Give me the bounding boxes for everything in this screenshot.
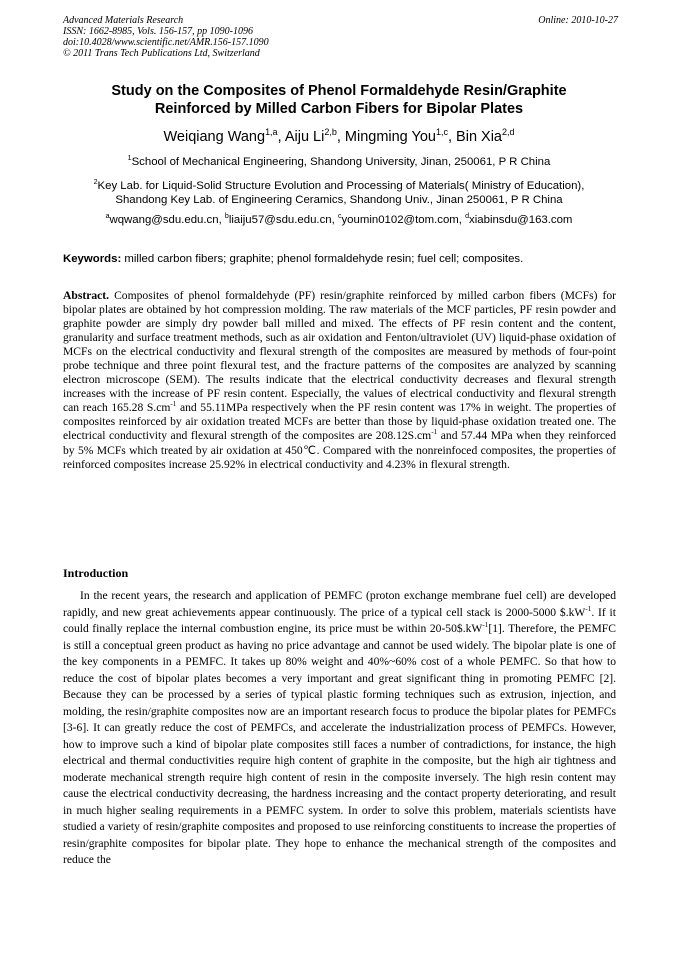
abstract-text: and 57.44 MPa when they reinforced by 5% MCFs which treated by air oxidation at 450℃. Compared with the nonreinfoced composites, the properties of reinforced composites increase 25.92% in electrical conductivity and 4.23% in flexural strength. bbox=[63, 429, 616, 471]
affiliation-mark: 2 bbox=[93, 179, 98, 187]
issn-line: ISSN: 1662-8985, Vols. 156-157, pp 1090-1096 bbox=[63, 26, 253, 37]
email-mark: b bbox=[224, 213, 229, 221]
unit-exponent: -1 bbox=[431, 428, 438, 437]
email-address[interactable]: wqwang@sdu.edu.cn bbox=[109, 214, 219, 226]
email-mark: d bbox=[465, 213, 470, 221]
title-line-2: Reinforced by Milled Carbon Fibers for Bipolar Plates bbox=[154, 101, 524, 117]
email-mark: a bbox=[105, 213, 110, 221]
section-heading-introduction: Introduction bbox=[63, 566, 129, 580]
author-separator: , bbox=[336, 129, 345, 145]
author-affiliation-mark: 1,a bbox=[265, 127, 278, 138]
affiliation-text: School of Mechanical Engineering, Shandong University, Jinan, 250061, P R China bbox=[131, 156, 551, 168]
introduction-paragraph bbox=[63, 588, 616, 869]
introduction-text: . If it could finally replace the internal combustion engine, its price must be within 20-50$.kW bbox=[63, 605, 616, 635]
abstract-text: and 55.11MPa respectively when the PF resin content was 17% in weight. The properties of composites reinforced by air oxidation treated MCFs are better than those by liquid-phase oxidation treated one. The electrical conductivity and flexural strength of the composites are 208.12S.cm bbox=[63, 401, 616, 443]
keywords-label: Keywords: bbox=[63, 253, 122, 265]
author-affiliation-mark: 1,c bbox=[435, 127, 448, 138]
affiliation-2 bbox=[60, 179, 618, 207]
author-affiliation-mark: 2,d bbox=[502, 127, 515, 138]
author-name: Aiju Li bbox=[284, 129, 325, 145]
unit-exponent: -1 bbox=[482, 621, 489, 630]
email-mark: c bbox=[337, 213, 342, 221]
affiliation-text: Shandong Key Lab. of Engineering Ceramics, Shandong Univ., Jinan 250061, P R China bbox=[115, 194, 563, 206]
keywords-text: milled carbon fibers; graphite; phenol formaldehyde resin; fuel cell; composites. bbox=[121, 253, 524, 265]
unit-exponent: -1 bbox=[170, 400, 177, 409]
paper-title bbox=[63, 82, 615, 118]
online-date: Online: 2010-10-27 bbox=[538, 15, 618, 26]
email-separator: , bbox=[218, 214, 225, 226]
abstract-label: Abstract. bbox=[63, 289, 110, 302]
abstract-text: Composites of phenol formaldehyde (PF) resin/graphite reinforced by milled carbon fibers (MCFs) for bipolar plates are obtained by hot compression molding. The raw materials of the MCF particles, PF resin powder and graphite powder are simply dry powder ball milled and mixed. The effects of PF resin content and the content, granularity and surface treatment methods, such as air oxidation and Fenton/ultraviolet (UV) liquid-phase oxidation of MCFs on the electrical conductivity and flexural strength of the composites are measured by methods of four-point probe technique and three point flexural test, and the fracture patterns of the composites are analyzed by scanning electron microscope (SEM). The results indicate that the electrical conductivity decreases and flexural strength increases with the increase of PF resin content. Especially, the values of electrical conductivity and flexural strength can reach 165.28 S.cm bbox=[63, 289, 616, 415]
author-separator: , bbox=[447, 129, 457, 145]
introduction-text: [1]. Therefore, the PEMFC is still a conceptual green product as having no price advantage and cannot be used widely. The bipolar plate is one of the key components in a PEMFC. It takes up 80% weight and 40%~60% cost of a whole PEMFC. So that how to reduce the cost of bipolar plates becomes a very important and great significant thing in promoting PEMFC [2]. Because they can be processed by a series of typical plastic forming techniques such as extrusion, injection, and molding, the resin/graphite composites now are an important research focus to produce the bipolar plates for PEMFCs [3-6]. It can greatly reduce the cost of PEMFCs, and accelerate the industrialization process of PEMFCs. However, how to improve such a kind of bipolar plate composites still faces a number of contradictions, for instance, the high electrical and thermal conductivities require high content of graphite in the composite, but the high air tightness and moderate mechanical strength require high content of resin in the composite inversely. The high resin content may cause the electrical conductivity decreasing, the hardness increasing and the contact property deteriorating, and result in much higher sealing requirements in a PEMFC system. In order to solve this problem, materials scientists have studied a variety of resin/graphite composites and proposed to use reinforcing constituents to increase the properties of resin/graphite composites for bipolar plate. They hope to enhance the mechanical strength of the composites and reduce the bbox=[63, 622, 616, 866]
journal-name: Advanced Materials Research bbox=[63, 15, 184, 26]
copyright-line: © 2011 Trans Tech Publications Ltd, Switzerland bbox=[63, 48, 260, 59]
email-list bbox=[60, 213, 618, 227]
email-address[interactable]: xiabinsdu@163.com bbox=[469, 214, 573, 226]
doi-line: doi:10.4028/www.scientific.net/AMR.156-157.1090 bbox=[63, 37, 269, 48]
title-line-1: Study on the Composites of Phenol Formaldehyde Resin/Graphite bbox=[111, 83, 567, 99]
email-address[interactable]: liaiju57@sdu.edu.cn bbox=[228, 214, 332, 226]
email-address[interactable]: youmin0102@tom.com bbox=[341, 214, 459, 226]
author-name: Mingming You bbox=[344, 129, 436, 145]
unit-exponent: -1 bbox=[585, 604, 592, 613]
keywords-line bbox=[63, 252, 618, 266]
affiliation-text: Key Lab. for Liquid-Solid Structure Evolution and Processing of Materials( Ministry of Education), bbox=[97, 180, 585, 192]
email-separator: , bbox=[458, 214, 466, 226]
author-separator: , bbox=[277, 129, 285, 145]
introduction-text: In the recent years, the research and application of PEMFC (proton exchange membrane fuel cell) are developed rapidly, and new great achievements appear continuously. The price of a typical cell stack is 2000-5000 $.kW bbox=[63, 589, 616, 619]
journal-header bbox=[63, 15, 618, 59]
author-list bbox=[63, 128, 615, 146]
affiliation-1 bbox=[60, 155, 618, 169]
author-name: Bin Xia bbox=[456, 129, 502, 145]
author-affiliation-mark: 2,b bbox=[324, 127, 337, 138]
abstract-paragraph bbox=[63, 289, 616, 472]
email-separator: , bbox=[331, 214, 338, 226]
affiliation-mark: 1 bbox=[127, 155, 132, 163]
author-name: Weiqiang Wang bbox=[163, 129, 266, 145]
